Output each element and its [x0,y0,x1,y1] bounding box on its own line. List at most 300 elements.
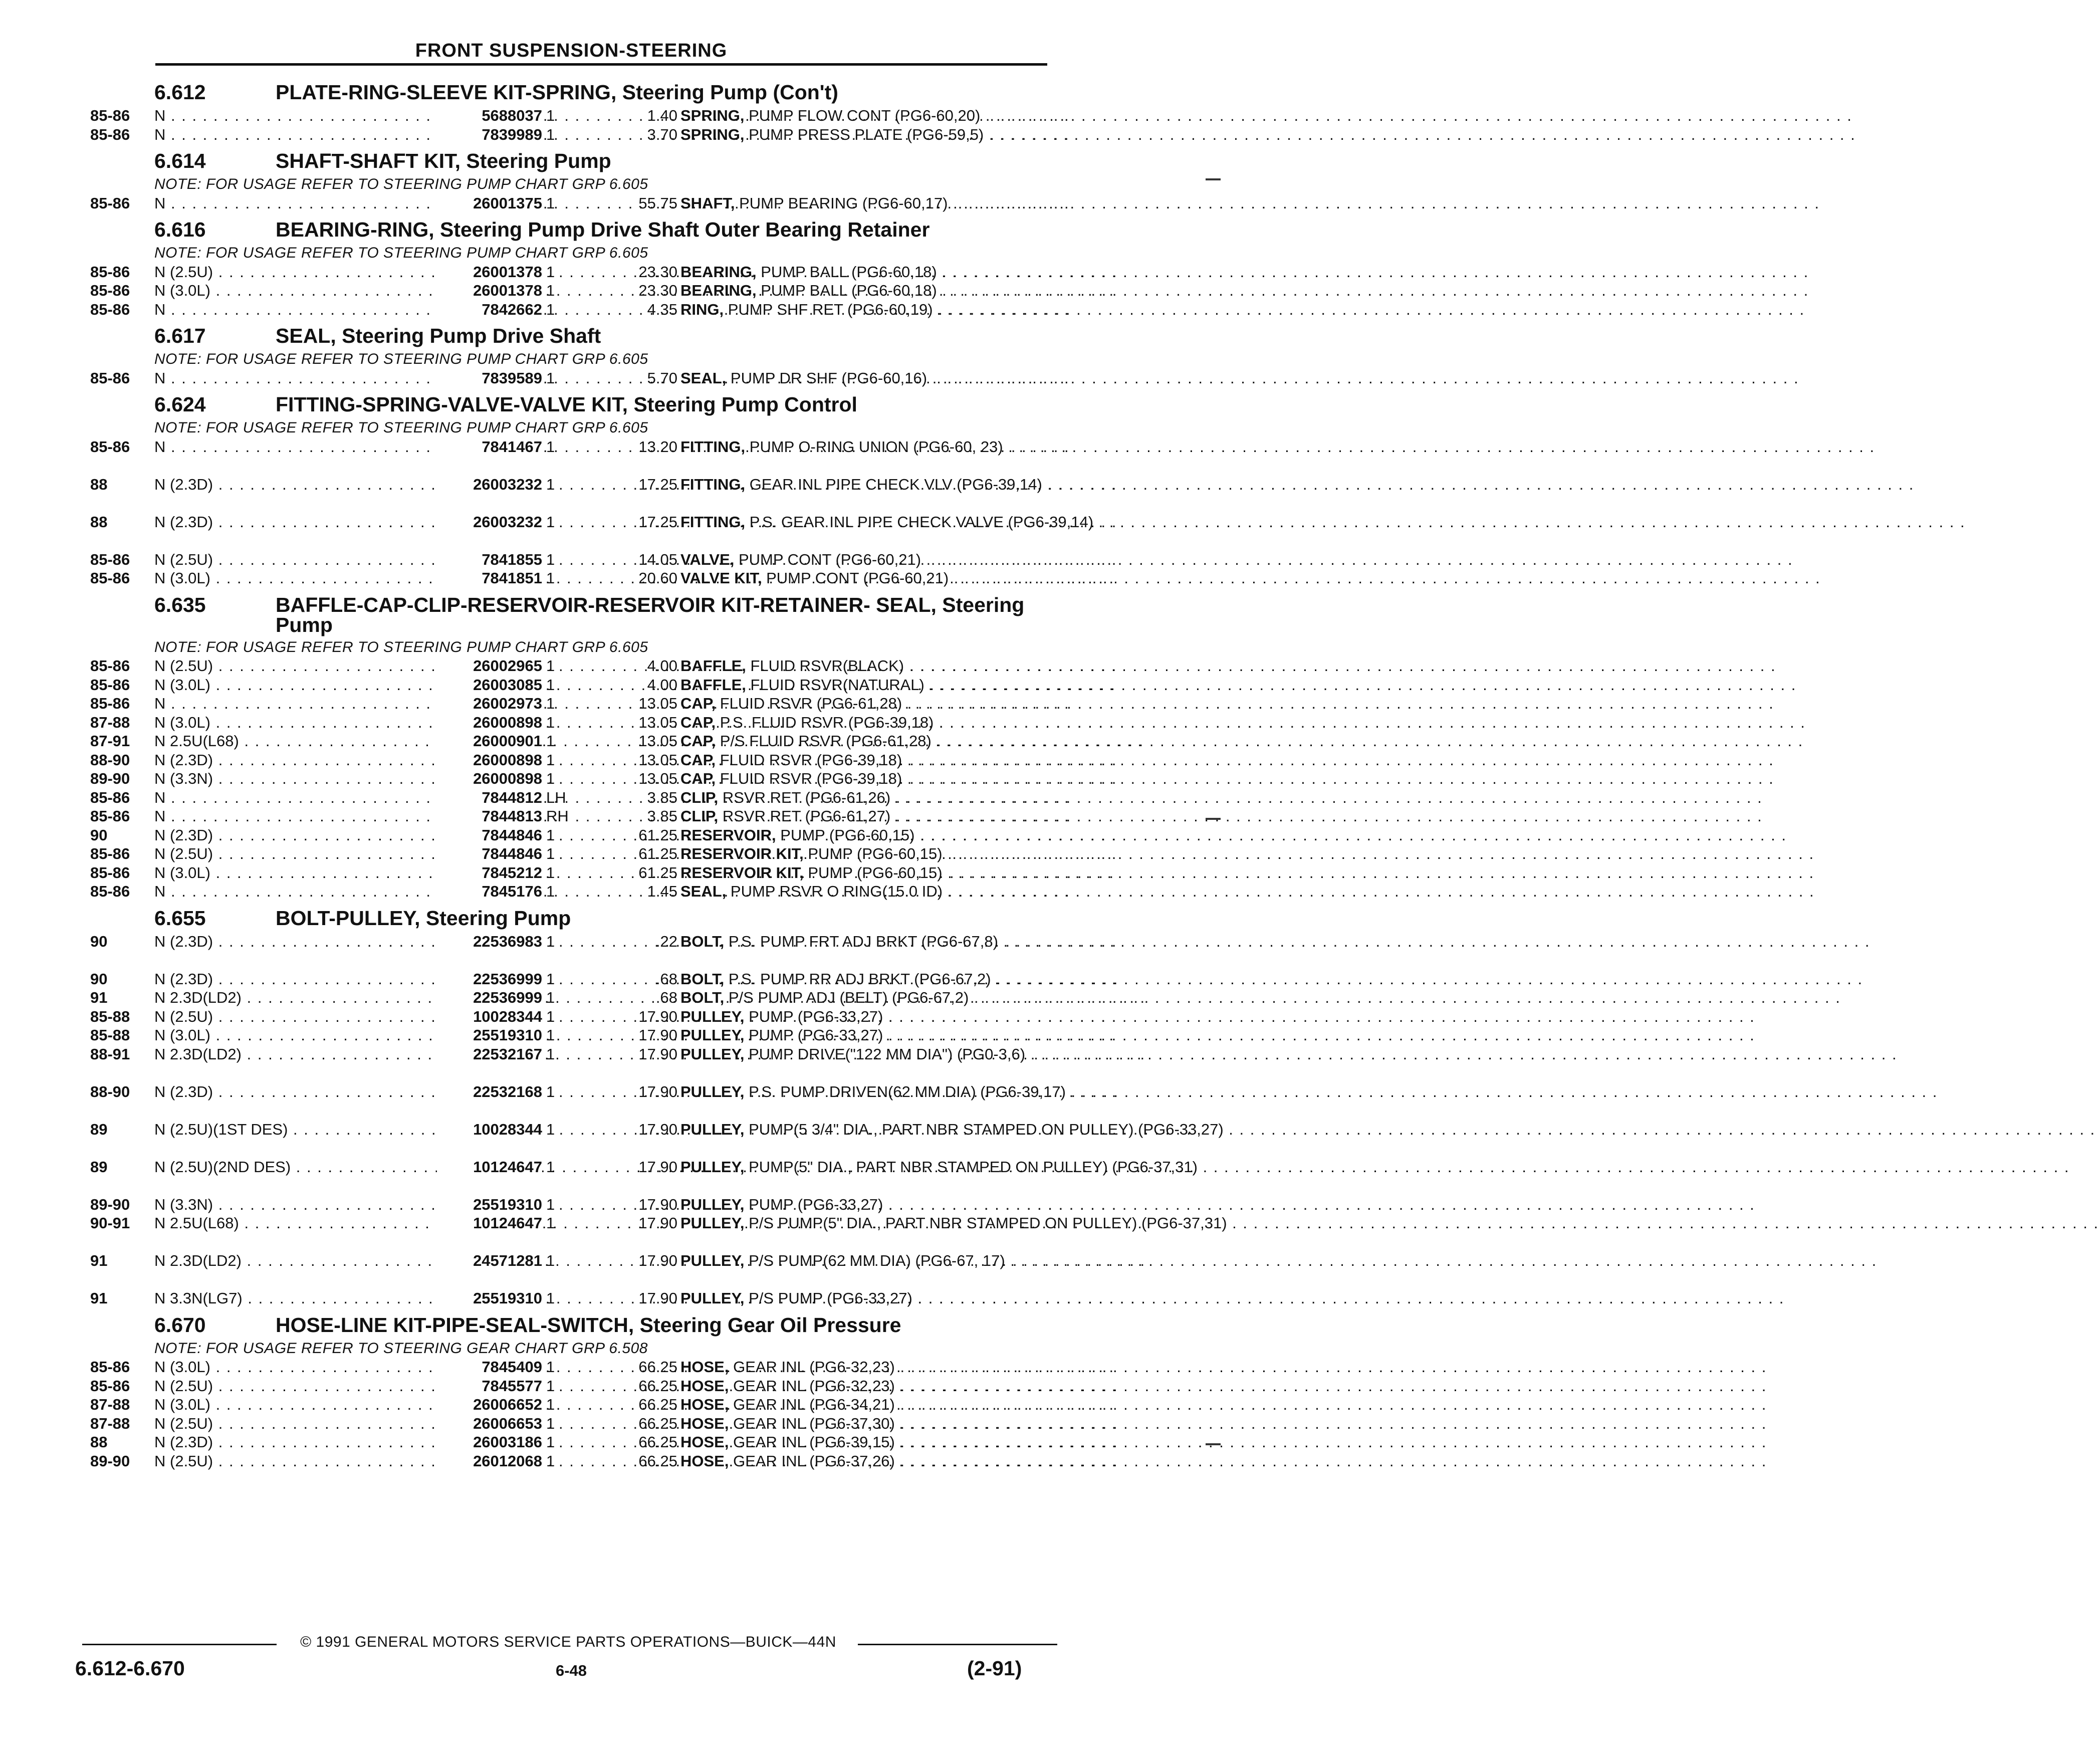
series-engine: N (2.3D) . . . [154,1082,511,1101]
part-description [680,1214,1227,1251]
part-name: FITTING, [680,437,746,456]
part-detail: GEAR INL (PG6-34,21) [729,1396,895,1413]
price: 23.30 [638,263,677,281]
price: 13.05 [638,751,677,769]
part-number: 10124647 [437,1158,542,1177]
section-title: FITTING-SPRING-VALVE-VALVE KIT, Steering Pump Control [276,393,857,416]
model-years: 88 [90,513,108,531]
series-engine: N 2.3D(LD2) . . . [154,988,511,1007]
part-detail: PUMP SHF RET (PG6-60,19) [724,300,933,318]
part-row [90,1433,1052,1452]
part-detail: PUMP (PG6-33,27) [744,1195,883,1213]
model-years: 88-91 [90,1045,130,1063]
part-description [680,769,1052,788]
series-engine: N . . . [154,807,511,826]
part-detail: PUMP BEARING (PG6-60,17) [735,194,948,212]
series-engine: N (2.5U) . . . [154,263,511,282]
part-detail: PUMP (PG6-33,27) [744,1007,883,1025]
series-engine: N (3.0L) . . . [154,1395,511,1414]
section-heading [90,591,1052,638]
price: 3.85 [647,807,677,825]
model-years: 85-86 [90,807,130,825]
price: 4.35 [647,300,677,318]
quantity: 1 [546,1158,555,1176]
part-detail: PUMP(5" DIA., PART NBR STAMPED ON PULLEY) (PG6-37,31) [744,1158,1198,1176]
part-detail: P/S PUMP(5" DIA., PART NBR STAMPED ON PULLEY) (PG6-37,31) [744,1214,1227,1232]
model-years: 85-88 [90,1026,130,1044]
price: 3.85 [647,788,677,806]
part-description [680,300,1052,319]
part-detail: FLUID RSVR(NATURAL) [746,676,924,694]
part-row [90,882,1052,901]
part-row [90,1026,1052,1045]
price: 23.30 [638,282,677,299]
part-number: 26001375 [437,194,542,213]
part-row [90,1289,1052,1308]
part-name: SPRING, [680,125,745,143]
model-years: 89-90 [90,770,130,787]
model-years: 85-86 [90,569,130,587]
quantity: 1 [546,713,555,731]
part-name: CLIP, [680,807,719,825]
part-number: 26003232 [437,475,542,494]
part-name: CAP, [680,751,716,769]
quantity: 1 [546,1252,555,1269]
part-detail: P.S. PUMP FRT ADJ BRKT (PG6-67,8) [724,932,998,950]
quantity: 1 [546,513,555,531]
part-detail: PUMP O-RING UNION (PG6-60, 23) [745,437,1003,456]
usage-note: NOTE: FOR USAGE REFER TO STEERING PUMP CHART GRP 6.605 [154,419,648,436]
part-description [680,807,1052,826]
quantity: 1 [546,1377,555,1395]
section-heading [90,322,1052,350]
part-row [90,194,1052,213]
model-years: 85-86 [90,300,130,318]
part-name: PULLEY, [680,1289,745,1307]
part-number: 22536983 [437,932,542,951]
price: 17.90 [638,1252,677,1269]
model-years: 87-91 [90,732,130,750]
quantity: 1 [546,437,555,456]
series-engine: N (2.5U) . . . [154,1007,511,1026]
part-detail: GEAR INL (PG6-37,26) [729,1452,895,1470]
series-engine: N (2.3D) . . . [154,751,511,770]
part-detail: PUMP (PG6-33,27) [744,1026,883,1044]
part-description [680,125,1052,144]
part-row [90,1214,1227,1251]
model-years: 90 [90,826,108,844]
section-title: SEAL, Steering Pump Drive Shaft [276,324,601,347]
series-engine: N . . . [154,125,511,144]
part-row [90,550,1052,569]
series-engine: N . . . [154,369,511,388]
part-name: PULLEY, [680,1214,745,1232]
part-detail: GEAR INL (PG6-39,15) [729,1433,895,1451]
price: 17.90 [638,1195,677,1213]
series-engine: N (2.3D) . . . [154,970,511,989]
part-name: HOSE, [680,1377,729,1395]
parts-list [90,75,1227,1470]
part-detail: PUMP BALL (PG6-60,18) [756,263,937,281]
model-years: 87-88 [90,713,130,731]
price: 1.45 [647,883,677,900]
footer-section-range: 6.612-6.670 [75,1657,185,1680]
usage-note: NOTE: FOR USAGE REFER TO STEERING GEAR CHART GRP 6.508 [154,1340,648,1357]
quantity: 1 [546,883,555,900]
section-heading [90,390,1052,418]
part-description [680,826,1052,845]
part-row [90,1395,1052,1414]
price: 17.90 [638,1158,677,1176]
part-detail: P/S PUMP(62 MM DIA) (PG6-67, 17) [744,1252,1005,1269]
part-description [680,281,1052,300]
part-row [90,676,1052,695]
part-number: 25519310 [437,1195,542,1214]
model-years: 89 [90,1120,108,1138]
part-description [680,970,1052,989]
part-description [680,1007,1052,1026]
price: 17.90 [638,1120,677,1138]
part-number: 22536999 [437,970,542,989]
quantity: 1 [546,569,555,587]
part-name: BEARING, [680,282,757,299]
section-number: 6.635 [154,593,206,616]
section-heading [90,147,1052,175]
part-row [90,300,1052,319]
part-number: 7845409 [437,1358,542,1377]
part-row [90,826,1052,845]
model-years: 85-86 [90,845,130,862]
part-name: RESERVOIR KIT, [680,845,804,862]
quantity: 1 [546,194,555,212]
part-name: HOSE, [680,1433,729,1451]
part-detail: PUMP(5 3/4" DIA., PART NBR STAMPED ON PULLEY) (PG6-33,27) [744,1120,1224,1138]
part-row [90,932,1052,970]
part-description [680,1452,1052,1471]
price: 66.25 [638,1452,677,1470]
part-detail: FLUID RSVR(BLACK) [746,657,904,675]
quantity: 1 [546,263,555,281]
price: 66.25 [638,1414,677,1432]
series-engine: N (3.0L) . . . [154,713,511,732]
section-number: 6.624 [154,393,206,416]
part-row [90,807,1052,826]
series-engine: N (2.5U) . . . [154,844,511,863]
part-number: 26006652 [437,1395,542,1414]
series-engine: N (3.3N) . . . [154,1195,511,1214]
price: .68 [655,989,677,1006]
part-row [90,437,1052,475]
part-detail: P.S. FLUID RSVR (PG6-39,18) [716,713,934,731]
footer-date: (2-91) [967,1657,1022,1680]
part-description [680,788,1052,807]
series-engine: N (2.5U)(2ND DES) . . . [154,1158,511,1177]
section-heading [90,904,1052,932]
quantity: 1 [546,550,555,568]
series-engine: N 2.5U(L68) . . . [154,732,511,751]
quantity: 1 [546,1414,555,1432]
quantity: 1 [546,1082,555,1100]
part-name: HOSE, [680,1414,729,1432]
part-number: 25519310 [437,1289,542,1308]
model-years: 85-86 [90,863,130,881]
part-name: SHAFT, [680,194,735,212]
quantity: 1 [546,125,555,143]
part-number: 26000898 [437,751,542,770]
part-detail: FLUID RSVR (PG6-39,18) [716,770,902,787]
part-number: 26000898 [437,713,542,732]
usage-note: NOTE: FOR USAGE REFER TO STEERING PUMP CHART GRP 6.605 [154,351,648,367]
part-number: 7845212 [437,863,542,883]
series-engine: N (2.5U) . . . [154,656,511,676]
section-number: 6.655 [154,906,206,930]
model-years: 85-86 [90,695,130,712]
series-engine: N (2.3D) . . . [154,1433,511,1452]
model-years: 85-86 [90,1358,130,1376]
quantity: 1 [546,751,555,769]
part-description [680,1433,1052,1452]
model-years: 89 [90,1158,108,1176]
series-engine: N . . . [154,106,511,125]
price: 61.25 [638,826,677,844]
part-name: BOLT, [680,970,725,988]
series-engine: N (2.3D) . . . [154,513,511,532]
part-number: 7839989 [437,125,542,144]
part-number: 26002973 [437,694,542,713]
price: 17.90 [638,1045,677,1063]
model-years: 89-90 [90,1195,130,1213]
model-years: 91 [90,1289,108,1307]
part-detail: RSVR RET (PG6-61,27) [718,807,891,825]
part-row [90,732,1052,751]
part-number: 7842662 [437,300,542,319]
part-description [680,1414,1052,1433]
quantity: 1 [546,300,555,318]
model-years: 85-86 [90,282,130,299]
model-years: 85-86 [90,657,130,675]
quantity: 1 [546,1026,555,1044]
part-number: 26003186 [437,1433,542,1452]
part-number: 22532168 [437,1082,542,1101]
part-name: PULLEY, [680,1252,745,1269]
part-row [90,1377,1052,1396]
part-number: 7844813 [437,807,542,826]
part-description [680,1395,1052,1414]
part-name: CLIP, [680,788,719,806]
part-description [680,713,1052,732]
part-number: 26003232 [437,513,542,532]
part-description [680,656,1052,676]
header-rule [155,63,1047,66]
section-title: HOSE-LINE KIT-PIPE-SEAL-SWITCH, Steering Gear Oil Pressure [276,1313,901,1337]
price: 66.25 [638,1396,677,1413]
series-engine: N (3.0L) . . . [154,1358,511,1377]
part-row [90,656,1052,676]
series-engine: N (3.3N) . . . [154,769,511,788]
part-number: 10028344 [437,1007,542,1026]
series-engine: N (2.5U) . . . [154,1452,511,1471]
part-detail: P.S. GEAR INL PIPE CHECK VALVE (PG6-39,14) [745,513,1094,531]
price: .22 [655,932,677,950]
part-row [90,1452,1052,1471]
model-years: 91 [90,989,108,1006]
part-name: RESERVOIR KIT, [680,863,804,881]
part-row [90,1082,1066,1120]
part-row [90,1251,1052,1289]
part-description [680,437,1052,475]
series-engine: N . . . [154,194,511,213]
price: 17.90 [638,1289,677,1307]
series-engine: N (3.0L) . . . [154,863,511,883]
part-name: VALVE, [680,550,735,568]
quantity: 1 [546,863,555,881]
part-description [680,932,1052,970]
quantity: 1 [546,1007,555,1025]
part-name: RING, [680,300,724,318]
series-engine: N 3.3N(LG7) . . . [154,1289,511,1308]
part-name: HOSE, [680,1452,729,1470]
part-name: PULLEY, [680,1026,745,1044]
part-name: HOSE, [680,1396,729,1413]
part-description [680,513,1094,550]
part-row [90,751,1052,770]
series-engine: N . . . [154,694,511,713]
part-row [90,369,1052,388]
part-detail: P.S. PUMP DRIVEN(62 MM DIA) (PG6-39,17) [744,1082,1066,1100]
part-row [90,713,1052,732]
price: 4.00 [647,657,677,675]
part-number: 7839589 [437,369,542,388]
price: 17.90 [638,1007,677,1025]
price: 66.25 [638,1358,677,1376]
section-number: 6.614 [154,149,206,172]
part-row [90,788,1052,807]
quantity: 1 [546,826,555,844]
section-number: 6.670 [154,1313,206,1337]
part-number: 26003085 [437,676,542,695]
part-description [680,694,1052,713]
footer-rule-right [858,1644,1057,1645]
part-name: FITTING, [680,475,746,493]
model-years: 85-86 [90,676,130,694]
series-engine: N 2.3D(LD2) . . . [154,1045,511,1064]
price: 61.25 [638,845,677,862]
price: 13.20 [638,437,677,456]
part-row [90,106,1052,125]
part-number: 26000898 [437,769,542,788]
part-number: 5688037 [437,106,542,125]
part-number: 26012068 [437,1452,542,1471]
price: 55.75 [638,194,677,212]
part-description [680,1045,1052,1082]
part-name: PULLEY, [680,1195,745,1213]
price: 13.05 [638,770,677,787]
quantity: 1 [546,1120,555,1138]
footer-rule-left [82,1644,277,1645]
part-detail: RSVR RET (PG6-61,26) [718,788,891,806]
model-years: 85-88 [90,1007,130,1025]
part-number: 7844812 [437,788,542,807]
price: 13.05 [638,713,677,731]
quantity: RH [546,807,569,825]
model-years: 90-91 [90,1214,130,1232]
part-detail: P.S. PUMP RR ADJ BRKT (PG6-67,2) [724,970,991,988]
section-title: BEARING-RING, Steering Pump Drive Shaft Outer Bearing Retainer [276,218,930,241]
margin-tick [1206,178,1221,180]
model-years: 90 [90,932,108,950]
price: 20.60 [638,569,677,587]
part-detail: GEAR INL (PG6-32,23) [729,1358,895,1376]
part-detail: FLUID RSVR (PG6-39,18) [716,751,902,769]
part-detail: PUMP BALL (PG6-60,18) [756,282,937,299]
part-name: HOSE, [680,1358,729,1376]
part-row [90,475,1052,513]
part-row [90,769,1052,788]
part-name: CAP, [680,713,716,731]
section-title: BAFFLE-CAP-CLIP-RESERVOIR-RESERVOIR KIT-RETAINER- SEAL, Steering Pump [276,593,1025,636]
series-engine: N 2.5U(L68) . . . [154,1214,511,1233]
series-engine: N (2.5U) . . . [154,1377,511,1396]
part-row [90,694,1052,713]
model-years: 88 [90,475,108,493]
section-heading [90,78,1052,106]
margin-tick [1206,818,1221,820]
quantity: 1 [546,989,555,1006]
part-description [680,1251,1052,1289]
section-title: SHAFT-SHAFT KIT, Steering Pump [276,149,611,172]
part-name: BEARING, [680,263,757,281]
part-description [680,882,1052,901]
part-name: CAP, [680,770,716,787]
part-number: 26006653 [437,1414,542,1433]
part-description [680,732,1052,751]
quantity: 1 [546,107,555,124]
section-number: 6.612 [154,81,206,104]
footer-line [82,1634,1057,1654]
model-years: 88-90 [90,1082,130,1100]
usage-note: NOTE: FOR USAGE REFER TO STEERING PUMP CHART GRP 6.605 [154,638,648,655]
quantity: 1 [546,932,555,950]
part-row [90,1045,1052,1082]
part-row [90,1120,1224,1158]
price: 17.25 [638,475,677,493]
model-years: 85-86 [90,263,130,281]
quantity: 1 [546,845,555,862]
quantity: 1 [546,657,555,675]
part-name: BAFFLE, [680,676,746,694]
part-row [90,263,1052,282]
part-detail: GEAR INL PIPE CHECK VLV (PG6-39,14) [745,475,1042,493]
part-number: 24571281 [437,1251,542,1270]
price: 14.05 [638,550,677,568]
model-years: 91 [90,1252,108,1269]
part-detail: PUMP CONT (PG6-60,21) [762,569,949,587]
part-detail: PUMP DRIVE("122 MM DIA") (PG0-3,6) [744,1045,1026,1063]
series-engine: N (3.0L) . . . [154,676,511,695]
part-number: 10124647 [437,1214,542,1233]
quantity: 1 [546,475,555,493]
model-years: 89-90 [90,1452,130,1470]
part-number: 25519310 [437,1026,542,1045]
part-name: VALVE KIT, [680,569,762,587]
section-title: PLATE-RING-SLEEVE KIT-SPRING, Steering Pump (Con't) [276,81,838,104]
quantity: 1 [546,1396,555,1413]
footer-page-number: 6-48 [555,1662,587,1679]
price: 5.70 [647,369,677,387]
quantity: 1 [546,282,555,299]
part-name: FITTING, [680,513,746,531]
price: 1.40 [647,107,677,124]
